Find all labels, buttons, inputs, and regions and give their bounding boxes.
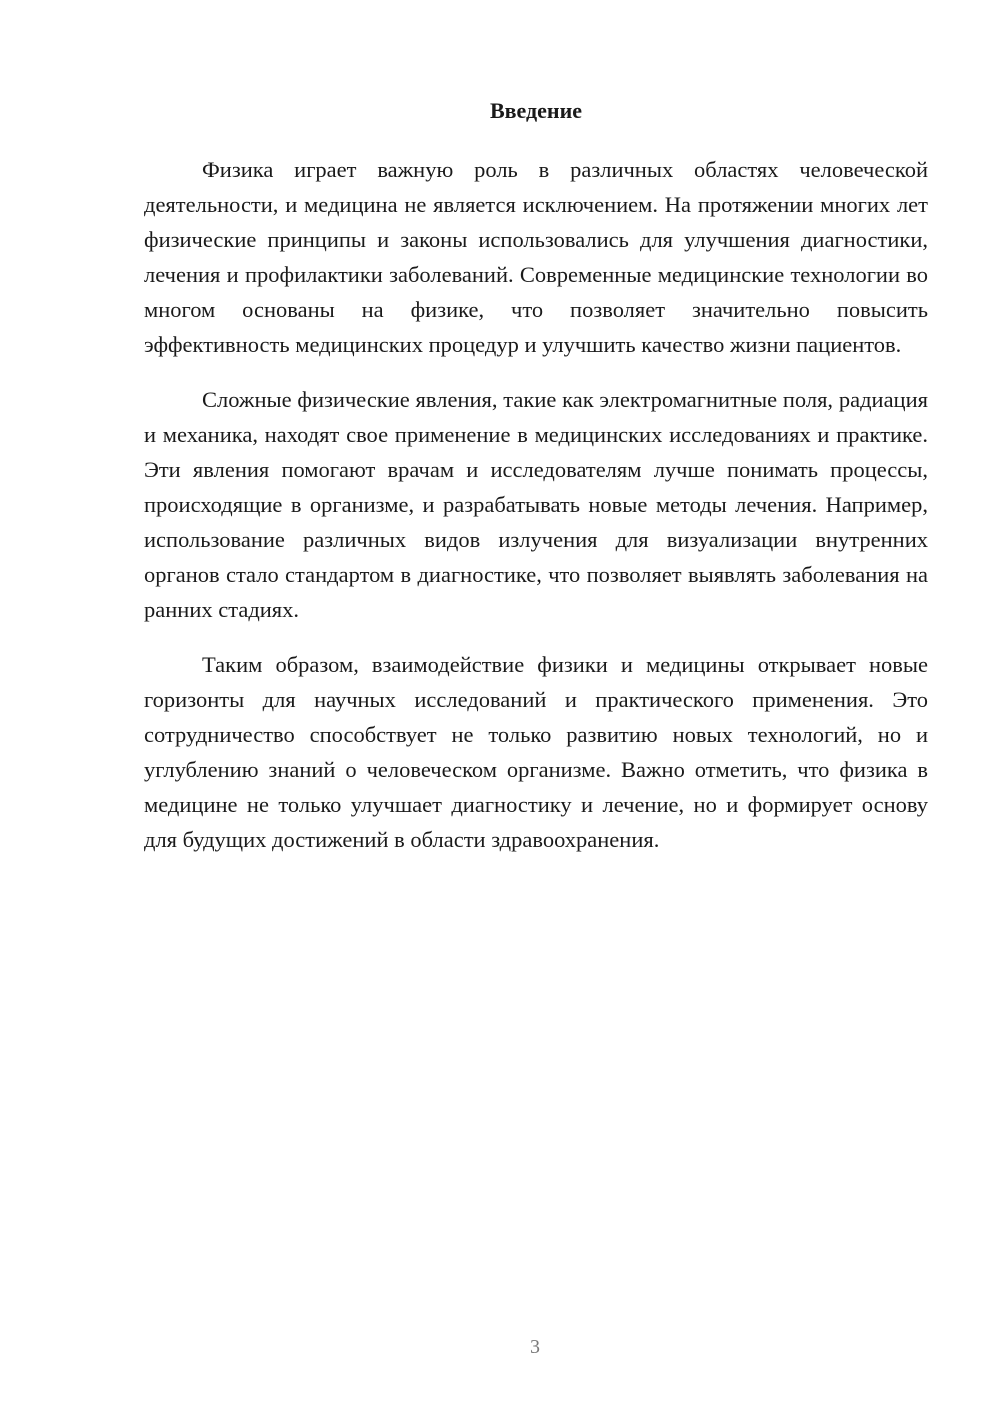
- paragraph-2: Сложные физические явления, такие как электромагнитные поля, радиация и механика, находят свое применение в медицинских исследованиях и практике. Эти явления помогают врачам и исследователям лучше понимать процессы, происходящие в организме, и разрабатывать новые методы лечения. Например, использование различных видов излучения для визуализации внутренних органов стало стандартом в диагностике, что позволяет выявлять заболевания на ранних стадиях.: [144, 387, 928, 622]
- page-content: [144, 96, 928, 877]
- paragraph-3: Таким образом, взаимодействие физики и медицины открывает новые горизонты для научных исследований и практического применения. Это сотрудничество способствует не только развитию новых технологий, но и углублению знаний о человеческом организме. Важно отметить, что физика в медицине не только улучшает диагностику и лечение, но и формирует основу для будущих достижений в области здравоохранения.: [144, 652, 928, 852]
- page-number: 3: [530, 1336, 540, 1358]
- section-title: Введение: [489, 98, 583, 123]
- paragraph-1: Физика играет важную роль в различных областях человеческой деятельности, и медицина не является исключением. На протяжении многих лет физические принципы и законы использовались для улучшения диагностики, лечения и профилактики заболеваний. Современные медицинские технологии во многом основаны на физике, что позволяет значительно повысить эффективность медицинских процедур и улучшить качество жизни пациентов.: [144, 157, 928, 357]
